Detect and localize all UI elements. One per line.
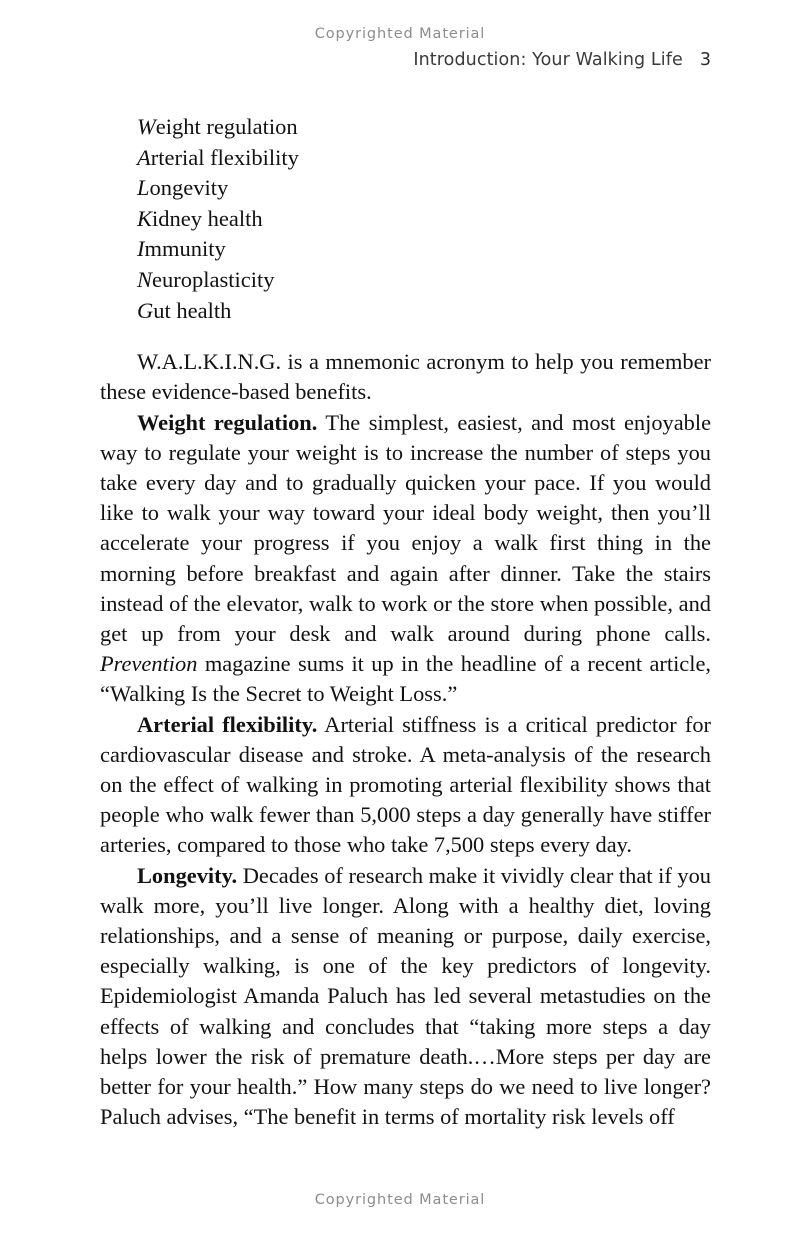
acronym-rest: mmunity [144, 236, 226, 262]
list-item [100, 296, 711, 327]
list-item [100, 265, 711, 296]
copyright-watermark-top: Copyrighted Material [314, 26, 486, 42]
list-item [100, 112, 711, 143]
acronym-rest: eight regulation [155, 114, 298, 139]
paragraph-arterial-flexibility [100, 710, 711, 861]
magazine-title: Prevention [100, 651, 198, 677]
acronym-initial: A [137, 144, 151, 170]
acronym-rest: europlasticity [152, 266, 275, 292]
paragraph-text: magazine sums it up in the headline of a recent article, “Walking Is the Secret to Weight Loss.” [100, 651, 711, 707]
paragraph-text: Arterial stiffness is a critical predictor for cardiovascular disease and stroke. A meta-analysis of the research on the effect of walking in promoting arterial flexibility shows that people who walk fewer than 5,000 steps a day generally have stiffer arteries, compared to those who take 7,500 steps every day. [100, 711, 711, 858]
paragraph-lead-in: Arterial flexibility. [137, 711, 318, 737]
acronym-initial: L [137, 175, 150, 201]
paragraph-lead-in: Longevity. [137, 862, 238, 888]
paragraph-text: Decades of research make it vividly clear that if you walk more, you’ll live longer. Along with a healthy diet, loving relationships, and a sense of meaning or purpose, daily exercise, especially walking, is one of the key predictors of longevity. Epidemiologist Amanda Paluch has led several metastudies on the effects of walking and concludes that “taking more steps a day helps lower the risk of premature death.…More steps per day are better for your health.” How many steps do we need to live longer? Paluch advises, “The benefit in terms of mortality risk levels off [100, 862, 711, 1130]
acronym-initial: I [137, 236, 145, 262]
text-block [100, 112, 711, 1132]
acronym-initial: G [137, 297, 154, 323]
acronym-rest: idney health [152, 205, 263, 231]
paragraph-longevity [100, 861, 711, 1133]
acronym-initial: W [137, 114, 156, 139]
running-head [100, 50, 711, 70]
acronym-initial: K [137, 205, 153, 231]
paragraph-lead-in: Weight regulation. [137, 409, 318, 435]
paragraph-intro: W.A.L.K.I.N.G. is a mnemonic acronym to help you remember these evidence-based benefits. [100, 349, 711, 405]
acronym-rest: rterial flexibility [150, 144, 299, 170]
list-item [100, 173, 711, 204]
acronym-initial: N [137, 266, 153, 292]
page-number: 3 [699, 50, 711, 70]
paragraph-weight-regulation [100, 408, 711, 710]
walking-acronym-list [100, 112, 711, 326]
list-item [100, 204, 711, 235]
acronym-rest: ut health [153, 297, 232, 323]
acronym-rest: ongevity [149, 175, 229, 201]
running-head-title: Introduction: Your Walking Life [413, 50, 683, 70]
list-item [100, 143, 711, 174]
paragraph-text: The simplest, easiest, and most enjoyable way to regulate your weight is to increase the number of steps you take every day and to gradually quicken your pace. If you would like to walk your way toward your ideal body weight, then you’ll accelerate your progress if you enjoy a walk first thing in the morning before breakfast and again after dinner. Take the stairs instead of the elevator, walk to work or the store when possible, and get up from your desk and walk around during phone calls. [100, 409, 712, 646]
list-item [100, 234, 711, 265]
copyright-watermark-bottom: Copyrighted Material [314, 1192, 486, 1208]
